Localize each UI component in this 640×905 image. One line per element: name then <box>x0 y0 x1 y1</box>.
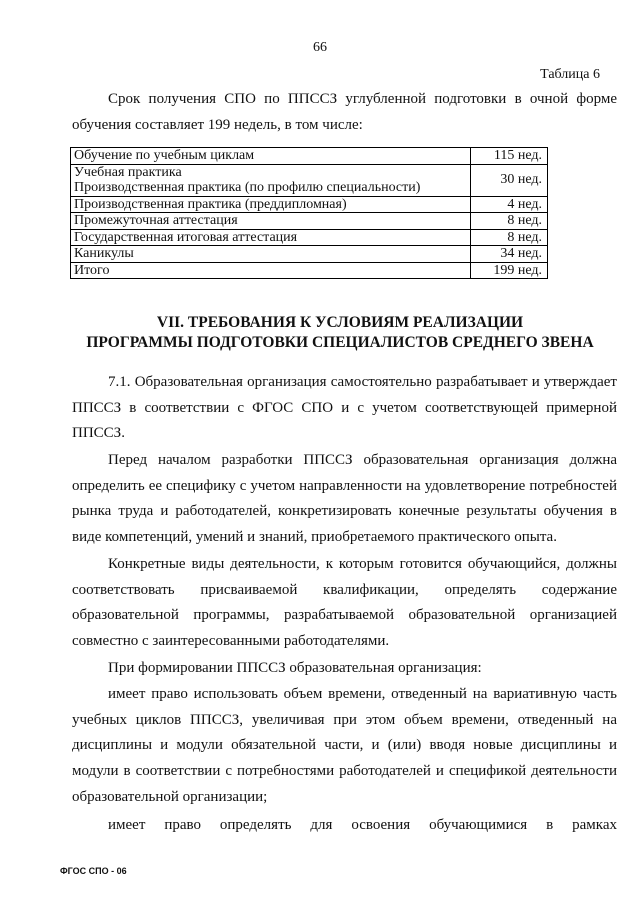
table-row <box>71 164 548 196</box>
paragraph-text: 7.1. Образовательная организация самостоятельно разрабатывает и утверждает ППССЗ в соответствии с ФГОС СПО и с учетом соответствующей примерной ППССЗ. <box>72 374 617 442</box>
row-value: 8 нед. <box>471 229 548 246</box>
row-label <box>71 164 471 196</box>
paragraph-text: имеет право использовать объем времени, отведенный на вариативную часть учебных циклов ППССЗ, увеличивая при этом объем времени, отведенный на дисциплины и модули обязательной части, и (или) вводя новые дисциплины и модули в соответствии с потребностями работодателей и спецификой деятельности образовательной организации; <box>72 686 617 805</box>
intro-text: Срок получения СПО по ППССЗ углубленной подготовки в очной форме обучения составляет 199 недель, в том числе: <box>72 91 617 133</box>
footer-code: ФГОС СПО - 06 <box>60 866 127 876</box>
table-label: Таблица 6 <box>540 67 600 82</box>
row-label-line2: Производственная практика (по профилю специальности) <box>74 180 421 195</box>
row-label: Обучение по учебным циклам <box>71 148 471 165</box>
section-heading-line1: VII. ТРЕБОВАНИЯ К УСЛОВИЯМ РЕАЛИЗАЦИИ <box>156 314 524 331</box>
row-value: 4 нед. <box>471 196 548 213</box>
table-row <box>71 196 548 213</box>
row-value: 8 нед. <box>471 213 548 230</box>
section-heading-line2: ПРОГРАММЫ ПОДГОТОВКИ СПЕЦИАЛИСТОВ СРЕДНЕГО ЗВЕНА <box>86 334 594 351</box>
paragraph-text: имеет право определять для освоения обучающимися в рамках <box>108 817 617 833</box>
row-label: Итого <box>71 262 471 279</box>
table-row <box>71 262 548 279</box>
table-row <box>71 148 548 165</box>
row-label-line1: Учебная практика <box>74 164 182 180</box>
paragraph-variative <box>72 682 617 811</box>
paragraph-text: При формировании ППССЗ образовательная организация: <box>108 660 482 676</box>
table-row <box>71 213 548 230</box>
row-label: Каникулы <box>71 246 471 263</box>
row-value: 199 нед. <box>471 262 548 279</box>
row-label: Государственная итоговая аттестация <box>71 229 471 246</box>
study-duration-table <box>70 147 548 279</box>
page-number: 66 <box>313 40 327 55</box>
paragraph-text: Перед началом разработки ППССЗ образовательная организация должна определить ее специфику с учетом направленности на удовлетворение потребностей рынка труда и работодателей, конкретизировать конечные результаты обучения в виде компетенций, умений и знаний, приобретаемого практического опыта. <box>72 452 617 546</box>
row-value: 115 нед. <box>471 148 548 165</box>
section-heading <box>60 313 620 353</box>
row-value: 30 нед. <box>471 164 548 196</box>
table-row <box>71 229 548 246</box>
paragraph-activities <box>72 552 617 655</box>
table-row <box>71 246 548 263</box>
row-label: Промежуточная аттестация <box>71 213 471 230</box>
paragraph-7-1 <box>72 370 617 447</box>
paragraph-formation <box>72 656 617 682</box>
row-label: Производственная практика (преддипломная) <box>71 196 471 213</box>
row-value: 34 нед. <box>471 246 548 263</box>
intro-paragraph <box>72 87 617 138</box>
paragraph-text: Конкретные виды деятельности, к которым готовится обучающийся, должны соответствовать присваиваемой квалификации, определять содержание образовательной программы, разрабатываемой образовательной организацией совместно с заинтересованными работодателями. <box>72 556 617 650</box>
paragraph-right-define <box>72 813 617 839</box>
paragraph-specifics <box>72 448 617 551</box>
